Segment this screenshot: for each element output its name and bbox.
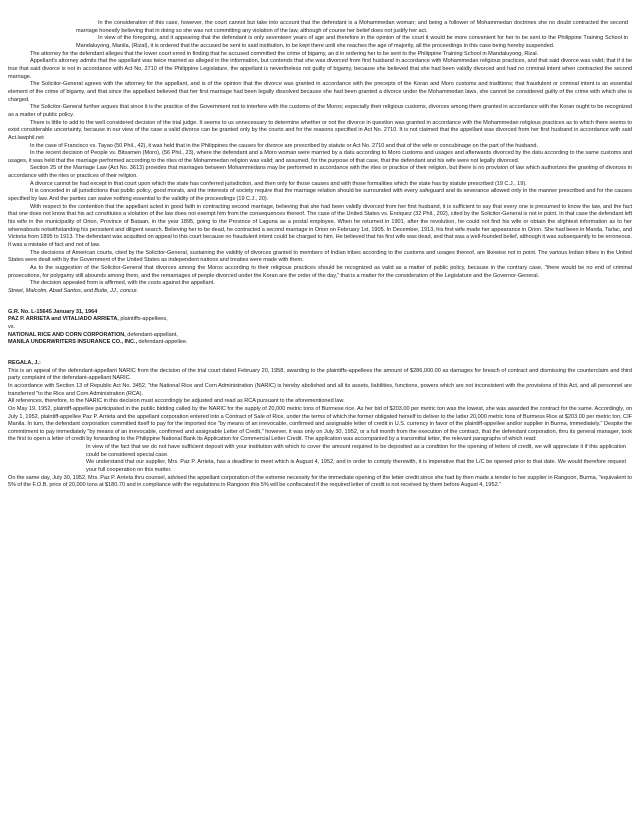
excerpt-paragraph: In the consideration of this case, however, the court cannot but take into account that the defendant is a Mohammedan woman; and being a follower of Mohammedan doctrines she no doubt contracted the second marriage honestly believing that in doing so she was not committing any violation of the law, although of course her belief does not justify her act. (76, 20, 628, 34)
body-paragraph: The decision appealed from is affirmed, with the costs against the appellant. (30, 280, 215, 287)
body-paragraph: On May 19, 1952, plaintiff-appellee participated in the public bidding called by the NARIC for the supply of 20,000 metric tons of Burmese rice. As her bid of $203.00 per metric ton was the lowest, she was awarded the contract for the same. Accordingly, on July 1, 1952, plaintiff-appellee Paz P. Arrieta and the appellant corporation entered into a Contract of Sale of Rice, under the terms of which the former obligated herself to deliver to the latter 20,000 metric tons of Burmess Rice at $203.00 per metric ton, CIF Manila. In turn, the defendant corporation committed itself to pay for the imported rice "by means of an irrevocable, confirmed and assignable letter of credit in U.S. currency in favor of the plaintiff-appellee and/or supplier in Burma, immediately." Despite the commitment to pay immediately "by means of an irrevocable, confirmed and assignable Letter of Credit," however, it was only on July 30, 1952, or a full month from the execution of the contract, that the defendant corporation, thru its general manager, took the first to open a letter of credit by forwarding to the Philippine National Bank its Application for Commercial Letter Credit. The application was accompanied by a transmittal letter, the relevant paragraphs of which read: (8, 405, 632, 443)
quote-paragraph: In view of the fact that we do not have sufficient deposit with your institution with which to cover the amount required to be deposited as a condition for the opening of letters of credit, we will appreciate it if this application could be considered special case. (86, 444, 626, 458)
defendant-line (8, 339, 632, 347)
body-paragraph: On the same day, July 30, 1952, Mrs. Paz P. Arrieta thru counsel, advised the appellant corporation of the extreme necessity for the immediate opening of the letter credit since she had by then made a tender to her supplier in Rangoon, Burma, "equivalent to 5% of the F.O.B. price of 20,000 tons at $180.70 and in compliance with the regulations in Rangoon this 5% will be confiscated if the required letter of credit is not received by them before August 4, 1952." (8, 474, 632, 489)
body-paragraph: Appellant's attorney admits that the appellant was twice married as alleged in the information, but contends that she was divorced from first husband in accordance with Mohammedan religious practices, and that said divorce was valid; that if it be true that said divorce is not in accordance with Act No. 2710 of the Philippine Legislature, the appellant is nevertheless not guilty of bigamy, because she believed that she had been validly divorced and had no criminal intent when contracted the second marriage. (8, 58, 632, 80)
body-paragraph: In accordance with Section 13 of Republic Act No. 3452, "the National Rice and Corn Administration (NARIC) is hereby abolished and all its assets, liabilities, functions, powers which are not inconsistent with the provisions of this Act, and all personnel are transferred "to the Rice and Corn Administration (RCA). (8, 382, 632, 397)
body-paragraph: In the case of Francisco vs. Tayao (50 Phil., 42), it was held that in the Philippines the causes for divorce are prescribed by statute or Act No. 2710 and that of the wife or concubinage on the part of the husband. (30, 142, 539, 149)
case-header (8, 309, 632, 347)
body-paragraph: It is conceded in all jurisdictions that public policy, good morals, and the interests of society require that the marriage relation should be surrounded with every safeguard and its severance allowed only in the manner prescribed and for the causes specified by law. And the parties can waive nothing essential to the validity of the proceedings (19 C.J., 20). (8, 188, 632, 203)
concurring-justices: Street, Malcolm, Abad Santos, and Butte, JJ., concur. (8, 287, 139, 294)
body-paragraph: The Solicitor-General agrees with the attorney for the appellant, and is of the opinion that the divorce was granted in accordance with the precepts of the Koran and Moro customs and traditions; that fraudulent or criminal intent is an essential element of the crime of bigamy, and that since the appellant believed that her first marriage had been legally dissolved because she had been granted a divorce under the Mohammedan laws, she cannot be considered guilty of the crime with which she is charged. (8, 81, 632, 103)
second-decision-body (8, 360, 632, 490)
body-paragraph: With respect to the contention that the appellant acted in good faith in contracting second marriage, believing that she had been validly divorced from her first husband, it is sufficient to say that every one is presumed to know the law, and the fact that one does not know that his act constitutes a violation of the law does not exempt him from the consequences thereof. The case of the United States vs. Enriquez (32 Phil., 202), cited by the Solicitor-General is not in point. In that case the defendant left his wife in the municipality of Orion, Province of Bataan, in the year 1895, going to the Province of Laguna as a postal employee. When he returned in 1901, after the revolution, he could not find his wife or obtain the slightest information as to her whereabouts notwithstanding his persistent and diligent search. Believing her to be dead, he contracted a second marriage in Orion on February 1st, 1905. In December, 1913, his first wife made her appearance in Orion. She had been in Manila, Tarlac, and Victoria from 1895 to 1913. The defendant was acquitted on appeal to this court because no fraudulent intent could be charged to him. He believed that his first wife was dead, and that was a well-founded belief, although it was subsequently to be erroneous. It was a mistake of fact and not of law. (8, 203, 632, 249)
lower-court-excerpt (8, 20, 632, 51)
excerpt-paragraph: In view of the foregoing, and it appearing that the defendant is only seventeen years of age and therefore in the opinion of the court it would be more convenient for her to be sent to the Philippine Training School in Mandaluyong, Manila, (Rizal), it is ordered that the accused be sent to said institution, to be kept there until she reaches the age of majority, all the proceedings in this case being hereby suspended. (76, 35, 628, 49)
body-paragraph: As to the suggestion of the Solicitor-General that divorces among the Moros according to their religious practices should be recognized as valid as a matter of public policy, because in the contrary case, "there would be no end of criminal prosecutions, for polygamy still abounds among them, and the remarriages of people divorced under the Koran are the order of the day," that is a matter for the consideration of the Legislature and the Governor-General. (8, 265, 632, 279)
body-paragraph: A divorce cannot be had except in that court upon which the state has conferred jurisdiction, and then only for those causes and with those formalities which the state has by statute prescribed (19 C.J., 19). (30, 180, 527, 187)
body-paragraph: Section 25 of the Marriage Law (Act No. 3613) provides that marriages between Mohammedans may be performed in accordance with the rites or practice of their religion, but there is no provision of law which authorizes the granting of divorces in accordance with the rites or practices of their religion. (8, 165, 632, 180)
body-paragraph: In the recent decision of People vs. Bitsamen (Moro), (56 Phil., 23), where the defendant and a Moro woman were married by a datu according to Moro customs and usages and afterwards divorced by the datu according to the same customs and usages, it was held that the marriage performed according to the rites of the Mohammedan religion was valid; and assumed, for the purpose of that case, that the defendant and his wife were not legally divorced. (8, 150, 632, 164)
defendant-name: NATIONAL RICE AND CORN CORPORATION, (8, 331, 126, 338)
block-quote (8, 444, 632, 475)
body-paragraph: The Solicitor-General further argues that since it is the practice of the Government not to interfere with the customs of the Moros; especially their religious customs, divorces among them granted in accordance with the Koran ought to be recognized as a matter of public policy. (8, 104, 632, 118)
ponente: REGALA, J.: (8, 359, 41, 366)
body-paragraph: The attorney for the defendant alleges that the lower court erred in finding that he accused committed the crime of bigamy, an d in ordering her to be sent to the Philippine Training School in Mandaluyong, Rizal. (30, 50, 539, 57)
plaintiffs-names: PAZ P. ARRIETA and VITALIADO ARRIETA, (8, 316, 119, 323)
defendant-line (8, 332, 632, 340)
versus-label: vs. (8, 323, 16, 330)
body-paragraph: The decisions of American courts, cited by the Solicitor-General, sustaining the validity of divorces granted to members of Indian tribes according to the customs and usages thereof, are likewise not in point. The various Indian tribes in the United States were dealt with by the Government of the United States as independent nations and treaties were made with them. (8, 249, 632, 264)
defendant-role: defendant-appellant, (125, 331, 178, 338)
plaintiffs-role: plaintiffs-appellees, (118, 316, 168, 323)
body-paragraph: All references, therefore, to the NARIC in this decision must accordingly be adjusted and read as RCA pursuant to the aforementioned law. (8, 398, 345, 405)
defendant-name: MANILA UNDERWRITERS INSURANCE CO., INC., (8, 339, 138, 346)
quote-paragraph: We understand that our supplier, Mrs. Paz P. Arrieta, has a deadline to meet which is August 4, 1952, and in order to comply therewith, it is imperative that the L/C be opened prior to that date. We would therefore request your full cooperation on this matter. (86, 459, 626, 474)
case-number: G.R. No. L-15645 January 31, 1964 (8, 308, 98, 315)
body-paragraph: This is an appeal of the defendant-appellant NARIC from the decision of the trial court dated February 20, 1958, awarding to the plaintiffs-appellees the amount of $286,000.00 as damages for breach of contract and dismissing the counterclaim and third party complaint of the defendant-appellant NARIC. (8, 367, 632, 382)
body-paragraph: There is little to add to the well considered decision of the trial judge. It seems to us unnecessary to determine whether or not the divorce in question was granted in accordance with the Mohammedan religious practices as to which there seems to exist considerable uncertainty, because in our view of the case a valid divorce can be granted only by the courts and for the reasons specified in Act No. 2710. It is not claimed that the appellant was divorced from her first husband in accordance with said Act.lawphil.net (8, 119, 632, 141)
defendant-role: defendant-appellee. (137, 339, 188, 346)
plaintiffs-line (8, 316, 632, 324)
decision-body (8, 51, 632, 296)
